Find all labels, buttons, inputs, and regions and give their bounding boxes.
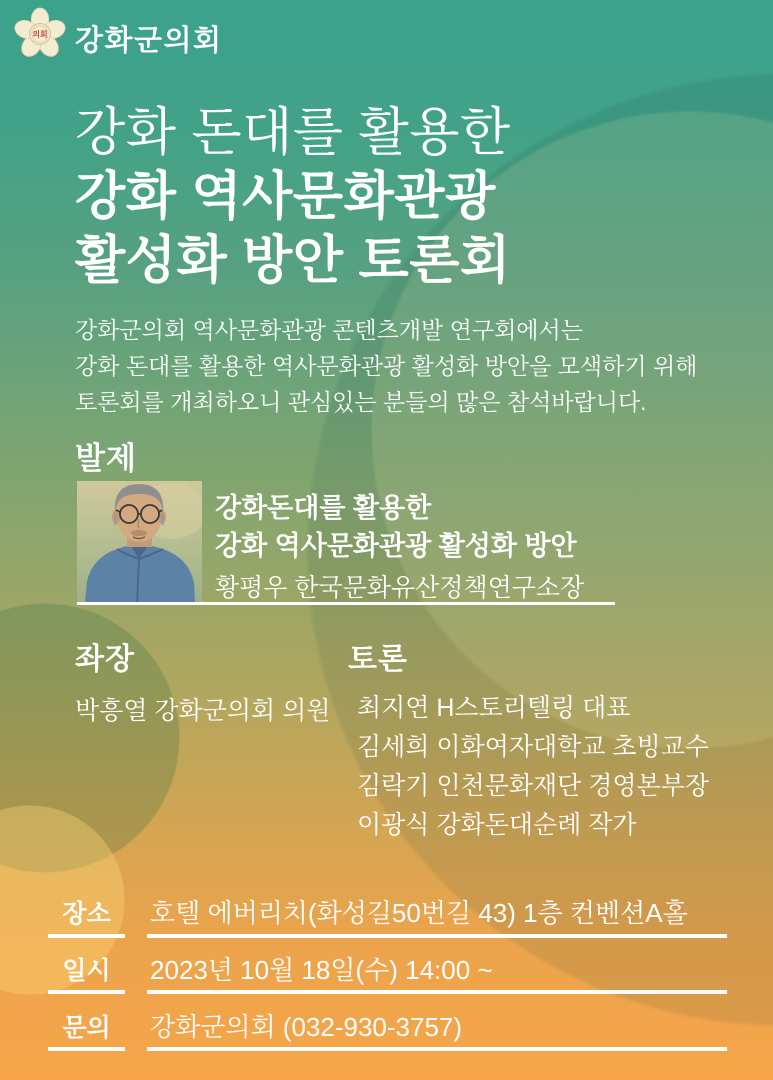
brand-name: 강화군의회 — [75, 25, 223, 57]
divider — [147, 1047, 727, 1051]
presentation-heading: 발제 — [75, 441, 137, 476]
emblem-label: 의회 — [32, 30, 48, 40]
topic-line-2: 강화 역사문화관광 활성화 방안 — [215, 531, 577, 561]
title-line-1: 강화 돈대를 활용한 — [75, 104, 511, 162]
divider — [147, 934, 727, 938]
header — [14, 6, 223, 67]
panel-member: 김락기 인천문화재단 경영본부장 — [357, 772, 709, 800]
info-label-contact: 문의 — [62, 1014, 111, 1042]
panel-list — [357, 689, 709, 845]
intro-paragraph — [75, 312, 697, 420]
info-value-place: 호텔 에버리치(화성길50번길 43) 1층 컨벤션A홀 — [150, 898, 688, 928]
intro-line-2: 강화 돈대를 활용한 역사문화관광 활성화 방안을 모색하기 위해 — [75, 353, 698, 379]
speaker-photo — [77, 481, 202, 603]
moderator-heading: 좌장 — [75, 643, 135, 676]
topic-line-1: 강화돈대를 활용한 — [215, 493, 432, 523]
presentation-topic — [215, 489, 577, 565]
divider — [147, 990, 727, 994]
title-line-3: 활성화 방안 토론회 — [75, 232, 511, 290]
info-value-contact: 강화군의회 (032-930-3757) — [150, 1012, 463, 1042]
intro-line-1: 강화군의회 역사문화관광 콘텐츠개발 연구회에서는 — [75, 317, 583, 343]
divider — [48, 934, 125, 938]
panel-heading: 토론 — [348, 643, 408, 676]
intro-line-3: 토론회를 개최하오니 관심있는 분들의 많은 참석바랍니다. — [75, 389, 647, 415]
panel-member: 김세희 이화여자대학교 초빙교수 — [357, 733, 709, 761]
info-label-place: 장소 — [62, 900, 111, 928]
panel-member: 최지연 H스토리텔링 대표 — [357, 694, 631, 722]
info-value-datetime: 2023년 10월 18일(수) 14:00 ~ — [150, 955, 493, 985]
title-line-2: 강화 역사문화관광 — [75, 168, 496, 226]
divider — [48, 990, 125, 994]
divider — [48, 1047, 125, 1051]
presenter-divider — [77, 602, 615, 605]
poster-title — [75, 101, 511, 293]
moderator-name: 박흥열 강화군의회 의원 — [75, 697, 331, 725]
info-label-datetime: 일시 — [62, 957, 111, 985]
council-emblem-icon — [14, 6, 66, 67]
presentation-speaker: 황평우 한국문화유산정책연구소장 — [215, 574, 585, 602]
panel-member: 이광식 강화돈대순례 작가 — [357, 811, 637, 839]
